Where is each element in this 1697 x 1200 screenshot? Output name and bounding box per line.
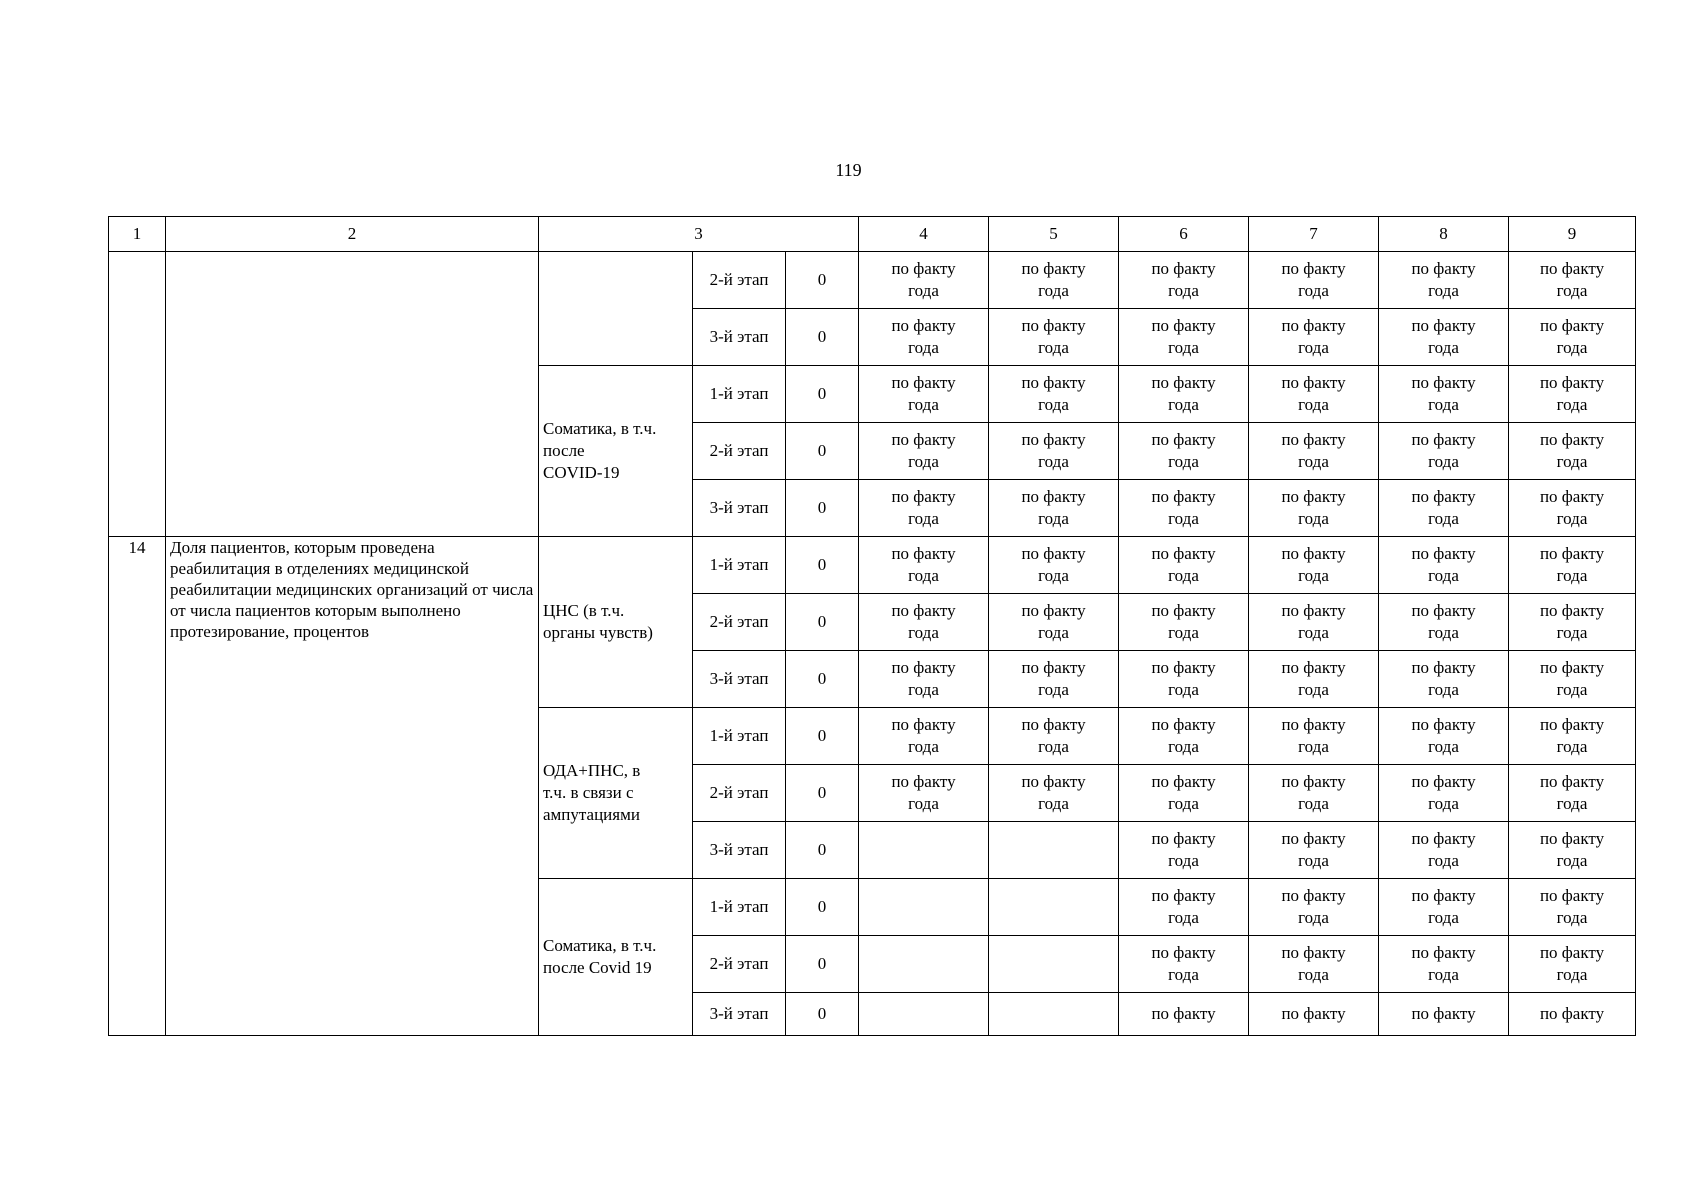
indicator-table xyxy=(108,216,1636,1036)
empty-cell xyxy=(859,993,989,1036)
value-cell: по факту года xyxy=(1249,651,1379,708)
value-cell: по факту года xyxy=(989,252,1119,309)
stage-label: 1-й этап xyxy=(693,537,786,594)
stage-value: 0 xyxy=(786,765,859,822)
value-cell: по факту года xyxy=(1249,879,1379,936)
value-cell: по факту года xyxy=(989,309,1119,366)
value-cell: по факту года xyxy=(1119,594,1249,651)
value-cell: по факту года xyxy=(989,480,1119,537)
column-header-8: 8 xyxy=(1379,217,1509,252)
empty-cell xyxy=(989,936,1119,993)
page-number: 119 xyxy=(835,160,862,180)
stage-label: 3-й этап xyxy=(693,822,786,879)
value-cell: по факту года xyxy=(1379,252,1509,309)
empty-cell xyxy=(989,993,1119,1036)
value-cell: по факту года xyxy=(1119,708,1249,765)
value-cell: по факту года xyxy=(1379,309,1509,366)
value-cell: по факту года xyxy=(1379,708,1509,765)
value-cell: по факту года xyxy=(989,537,1119,594)
value-cell: по факту года xyxy=(1379,594,1509,651)
indicator-number: 14 xyxy=(109,537,166,1036)
value-cell: по факту года xyxy=(859,423,989,480)
column-header-6: 6 xyxy=(1119,217,1249,252)
value-cell: по факту года xyxy=(1509,480,1636,537)
value-cell: по факту xyxy=(1119,993,1249,1036)
value-cell: по факту года xyxy=(989,594,1119,651)
group-cell-empty xyxy=(539,252,693,366)
value-cell: по факту года xyxy=(1379,765,1509,822)
column-header-2: 2 xyxy=(166,217,539,252)
stage-label: 2-й этап xyxy=(693,252,786,309)
stage-value: 0 xyxy=(786,309,859,366)
value-cell: по факту года xyxy=(1249,423,1379,480)
value-cell: по факту года xyxy=(859,366,989,423)
value-cell: по факту года xyxy=(1509,423,1636,480)
column-header-3: 3 xyxy=(539,217,859,252)
stage-value: 0 xyxy=(786,537,859,594)
value-cell: по факту года xyxy=(1119,480,1249,537)
value-cell: по факту года xyxy=(1509,366,1636,423)
value-cell: по факту года xyxy=(1249,708,1379,765)
value-cell: по факту года xyxy=(1249,822,1379,879)
indicator-description: Доля пациентов, которым проведена реабилитация в отделениях медицинской реабилитации медицинских организаций от числа от числа пациентов которым выполнено протезирование, процентов xyxy=(166,537,539,1036)
value-cell: по факту года xyxy=(1119,252,1249,309)
value-cell: по факту года xyxy=(989,423,1119,480)
stage-label: 1-й этап xyxy=(693,708,786,765)
value-cell: по факту года xyxy=(1119,366,1249,423)
table-row xyxy=(109,252,1636,309)
value-cell: по факту года xyxy=(1379,480,1509,537)
column-header-1: 1 xyxy=(109,217,166,252)
stage-label: 3-й этап xyxy=(693,309,786,366)
column-header-5: 5 xyxy=(989,217,1119,252)
value-cell: по факту года xyxy=(859,708,989,765)
value-cell: по факту года xyxy=(1509,594,1636,651)
value-cell: по факту года xyxy=(859,594,989,651)
value-cell: по факту года xyxy=(1249,480,1379,537)
value-cell: по факту года xyxy=(1249,594,1379,651)
value-cell: по факту года xyxy=(1249,252,1379,309)
group-label-somatika-covid: Соматика, в т.ч. после COVID-19 xyxy=(539,366,693,537)
value-cell: по факту года xyxy=(1119,423,1249,480)
value-cell: по факту года xyxy=(1509,537,1636,594)
value-cell: по факту xyxy=(1509,993,1636,1036)
empty-cell xyxy=(859,822,989,879)
value-cell: по факту года xyxy=(1379,822,1509,879)
group-label-cns: ЦНС (в т.ч. органы чувств) xyxy=(539,537,693,708)
value-cell: по факту года xyxy=(1509,765,1636,822)
value-cell: по факту года xyxy=(1509,309,1636,366)
value-cell: по факту года xyxy=(1509,651,1636,708)
stage-value: 0 xyxy=(786,936,859,993)
group-label-somatika-covid-lower: Соматика, в т.ч. после Covid 19 xyxy=(539,879,693,1036)
value-cell: по факту года xyxy=(989,651,1119,708)
stage-label: 2-й этап xyxy=(693,594,786,651)
stage-value: 0 xyxy=(786,366,859,423)
value-cell: по факту года xyxy=(1249,936,1379,993)
value-cell: по факту года xyxy=(1119,309,1249,366)
stage-label: 2-й этап xyxy=(693,936,786,993)
value-cell: по факту xyxy=(1379,993,1509,1036)
value-cell: по факту года xyxy=(859,651,989,708)
stage-label: 2-й этап xyxy=(693,765,786,822)
stage-label: 3-й этап xyxy=(693,993,786,1036)
stage-label: 3-й этап xyxy=(693,651,786,708)
value-cell: по факту года xyxy=(1119,651,1249,708)
value-cell: по факту года xyxy=(1119,879,1249,936)
stage-value: 0 xyxy=(786,651,859,708)
group-label-oda-pns: ОДА+ПНС, в т.ч. в связи с ампутациями xyxy=(539,708,693,879)
stage-label: 1-й этап xyxy=(693,366,786,423)
value-cell: по факту года xyxy=(1379,537,1509,594)
stage-label: 1-й этап xyxy=(693,879,786,936)
value-cell: по факту года xyxy=(859,480,989,537)
empty-cell xyxy=(989,822,1119,879)
column-header-row xyxy=(109,217,1636,252)
stage-value: 0 xyxy=(786,480,859,537)
value-cell: по факту года xyxy=(1509,822,1636,879)
value-cell: по факту года xyxy=(1379,366,1509,423)
stage-value: 0 xyxy=(786,708,859,765)
indicator-description-cell-empty xyxy=(166,252,539,537)
stage-label: 2-й этап xyxy=(693,423,786,480)
column-header-4: 4 xyxy=(859,217,989,252)
value-cell: по факту года xyxy=(859,537,989,594)
value-cell: по факту года xyxy=(859,309,989,366)
empty-cell xyxy=(859,879,989,936)
stage-label: 3-й этап xyxy=(693,480,786,537)
value-cell: по факту года xyxy=(1379,651,1509,708)
value-cell: по факту года xyxy=(1509,936,1636,993)
value-cell: по факту года xyxy=(1379,423,1509,480)
value-cell: по факту года xyxy=(1249,765,1379,822)
stage-value: 0 xyxy=(786,252,859,309)
value-cell: по факту xyxy=(1249,993,1379,1036)
value-cell: по факту года xyxy=(1119,537,1249,594)
value-cell: по факту года xyxy=(1509,708,1636,765)
value-cell: по факту года xyxy=(1249,309,1379,366)
value-cell: по факту года xyxy=(1119,765,1249,822)
value-cell: по факту года xyxy=(1119,822,1249,879)
stage-value: 0 xyxy=(786,822,859,879)
value-cell: по факту года xyxy=(989,765,1119,822)
stage-value: 0 xyxy=(786,423,859,480)
value-cell: по факту года xyxy=(1249,366,1379,423)
empty-cell xyxy=(989,879,1119,936)
value-cell: по факту года xyxy=(859,765,989,822)
stage-value: 0 xyxy=(786,993,859,1036)
stage-value: 0 xyxy=(786,594,859,651)
value-cell: по факту года xyxy=(1509,252,1636,309)
value-cell: по факту года xyxy=(1509,879,1636,936)
value-cell: по факту года xyxy=(989,708,1119,765)
indicator-number-cell-empty xyxy=(109,252,166,537)
column-header-9: 9 xyxy=(1509,217,1636,252)
empty-cell xyxy=(859,936,989,993)
value-cell: по факту года xyxy=(1379,936,1509,993)
stage-value: 0 xyxy=(786,879,859,936)
column-header-7: 7 xyxy=(1249,217,1379,252)
value-cell: по факту года xyxy=(1119,936,1249,993)
table-row xyxy=(109,537,1636,594)
value-cell: по факту года xyxy=(859,252,989,309)
value-cell: по факту года xyxy=(989,366,1119,423)
value-cell: по факту года xyxy=(1249,537,1379,594)
value-cell: по факту года xyxy=(1379,879,1509,936)
